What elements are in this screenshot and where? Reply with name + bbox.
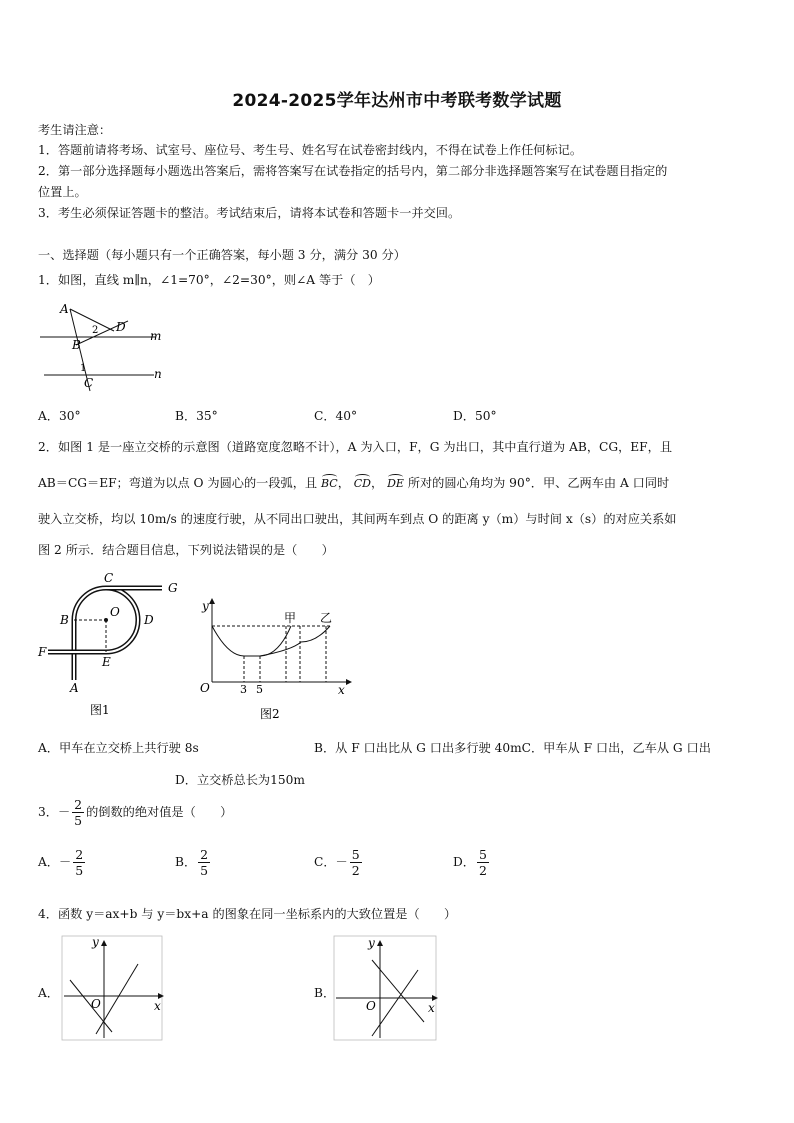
fig2-label-o: O — [200, 681, 210, 695]
q3-option-a-label: A．－ — [38, 855, 72, 869]
q1-option-a: A．30° — [38, 409, 81, 423]
q2-figure-2 — [196, 594, 356, 722]
q3-option-b-num: 2 — [200, 847, 209, 862]
q4b-label-x: x — [428, 1001, 435, 1015]
q3-option-d-den: 2 — [478, 863, 487, 878]
q2-line-4: 图 2 所示．结合题目信息，下列说法错误的是（ ） — [38, 543, 334, 557]
q3-option-a — [38, 847, 87, 878]
q3-option-b-frac — [198, 847, 210, 878]
page-title: 2024-2025学年达州市中考联考数学试题 — [232, 91, 562, 111]
fig2-label-yi: 乙 — [320, 611, 333, 625]
q1-option-b: B．35° — [175, 409, 218, 423]
q4b-label-y: y — [368, 936, 375, 950]
q2-option-a: A．甲车在立交桥上共行驶 8s — [38, 741, 199, 755]
q3-option-c-den: 2 — [351, 863, 360, 878]
q3-option-c — [314, 847, 364, 878]
q2-line-2: AB＝CG＝EF；弯道为以点 O 为圆心的一段弧，且 BC， CD， DE 所对的圆心角均为 90°．甲、乙两车由 A 口同时 — [38, 476, 670, 490]
q3-fraction — [72, 797, 84, 828]
q3-option-d — [453, 847, 491, 878]
q2-figure-1 — [36, 568, 186, 718]
q3-option-c-frac — [350, 847, 362, 878]
section-heading: 一、选择题（每小题只有一个正确答案，每小题 3 分，满分 30 分） — [38, 248, 406, 262]
q3-option-b-den: 5 — [200, 863, 209, 878]
q3-option-d-label: D． — [453, 855, 475, 869]
q3-suffix: 的倒数的绝对值是（ ） — [86, 805, 233, 819]
curve-yi — [260, 626, 330, 656]
q3-option-d-num: 5 — [478, 847, 487, 862]
q4-option-b-label: B． — [314, 986, 336, 1000]
curve-common — [212, 626, 244, 656]
q3-stem — [38, 797, 232, 828]
fig1-caption: 图1 — [90, 703, 110, 717]
fig1-label-g: G — [168, 581, 178, 595]
arc-road-bc — [74, 588, 138, 620]
q3-option-a-num: 2 — [75, 847, 84, 862]
label-d: D — [116, 320, 126, 334]
q3-option-a-frac — [73, 847, 85, 878]
q4-option-a-label: A． — [38, 986, 59, 1000]
q2-option-d: D．立交桥总长为150m — [175, 773, 305, 787]
fig1-label-c: C — [104, 571, 114, 585]
fig2-label-y: y — [202, 599, 209, 613]
q2-line-2-a: AB＝CG＝EF；弯道为以点 O 为圆心的一段弧，且 — [38, 476, 318, 490]
q4-stem: 4．函数 y＝ax+b 与 y＝bx+a 的图象在同一坐标系内的大致位置是（ ） — [38, 907, 457, 921]
fig2-tick-3: 3 — [240, 683, 247, 696]
q1-option-c: C．40° — [314, 409, 358, 423]
fig1-label-o: O — [110, 605, 120, 619]
center-o — [104, 618, 108, 622]
q4a-label-o: O — [91, 997, 101, 1011]
fig2-label-x: x — [338, 683, 345, 697]
label-n: n — [154, 367, 162, 381]
fig1-label-d: D — [144, 613, 154, 627]
q1-option-d: D．50° — [453, 409, 497, 423]
q2-option-b: B．从 F 口出比从 G 口出多行驶 40mC．甲车从 F 口出，乙车从 G 口出 — [314, 741, 711, 755]
q4a-label-y: y — [92, 935, 99, 949]
q3-prefix: 3．－ — [38, 805, 71, 819]
q3-option-c-num: 5 — [351, 847, 360, 862]
q3-option-b-label: B． — [175, 855, 197, 869]
q3-num: 2 — [74, 797, 83, 812]
q2-line-2-b: 所对的圆心角均为 90°．甲、乙两车由 A 口同时 — [407, 476, 670, 490]
notice-item-1: 1．答题前请将考场、试室号、座位号、考生号、姓名写在试卷密封线内，不得在试卷上作任何标记。 — [38, 143, 583, 157]
q4a-label-x: x — [154, 999, 161, 1013]
label-a: A — [60, 302, 69, 316]
label-c: C — [84, 376, 94, 390]
arc-bc: BC — [320, 477, 338, 490]
label-m: m — [150, 329, 162, 343]
q3-den: 5 — [74, 813, 83, 828]
q3-option-d-frac — [477, 847, 489, 878]
q2-line-1: 2．如图 1 是一座立交桥的示意图（道路宽度忽略不计），A 为入口，F，G 为出口，其中直行道为 AB，CG，EF，且 — [38, 440, 673, 454]
fig1-label-f: F — [38, 645, 47, 659]
fig1-label-e: E — [102, 655, 111, 669]
q3-option-b — [175, 847, 212, 878]
q4b-line-2 — [372, 970, 418, 1036]
label-angle-2: 2 — [92, 325, 99, 336]
fig2-tick-5: 5 — [256, 683, 263, 696]
notice-item-2-cont: 位置上。 — [38, 185, 87, 199]
q3-option-a-den: 5 — [75, 863, 84, 878]
q3-option-c-label: C．－ — [314, 855, 348, 869]
q4a-line-2 — [96, 964, 138, 1034]
q4b-label-o: O — [366, 999, 376, 1013]
fig1-label-a: A — [70, 681, 79, 695]
arc-de: DE — [387, 477, 404, 490]
arc-cd: CD — [353, 477, 372, 490]
q4-graph-b — [332, 932, 442, 1044]
fig1-label-b: B — [60, 613, 69, 627]
fig2-label-jia: 甲 — [284, 611, 297, 625]
notice-item-2: 2．第一部分选择题每小题选出答案后，需将答案写在试卷指定的括号内，第二部分非选择题答案写在试卷题目指定的 — [38, 164, 668, 178]
q1-figure — [36, 297, 176, 397]
q2-line-3: 驶入立交桥，均以 10m/s 的速度行驶，从不同出口驶出，其间两车到点 O 的距离 y（m）与时间 x（s）的对应关系如 — [38, 512, 677, 526]
q1-stem: 1．如图，直线 m∥n，∠1=70°，∠2=30°，则∠A 等于（ ） — [38, 273, 380, 287]
notice-heading: 考生请注意： — [38, 123, 112, 137]
label-b: B — [72, 338, 81, 352]
fig2-caption: 图2 — [260, 707, 280, 721]
label-angle-1: 1 — [80, 363, 87, 374]
q4-graph-a — [60, 934, 170, 1044]
notice-item-3: 3．考生必须保证答题卡的整洁。考试结束后，请将本试卷和答题卡一并交回。 — [38, 206, 461, 220]
